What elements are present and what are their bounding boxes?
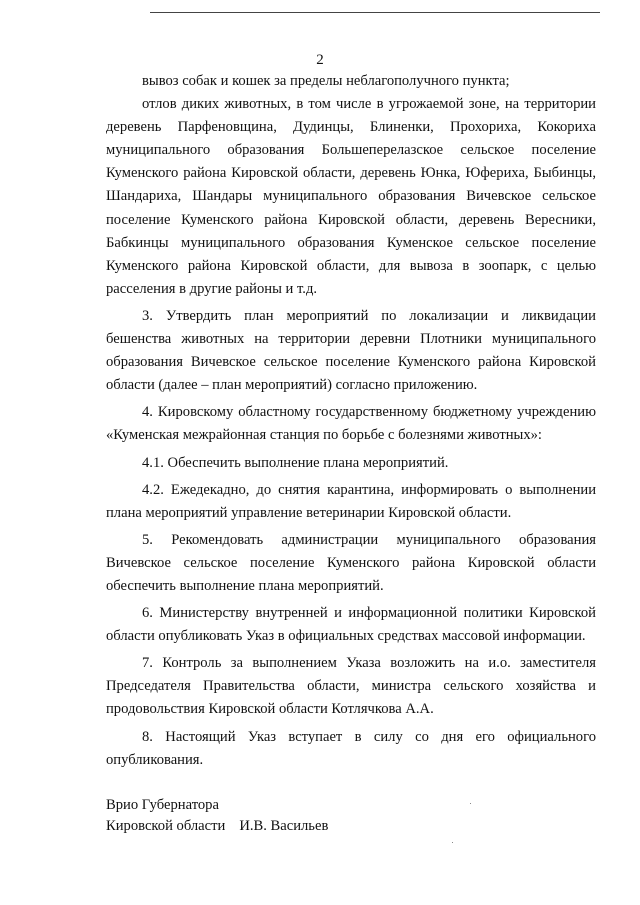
paragraph-item-4-2: 4.2. Ежедекадно, до снятия карантина, информировать о выполнении плана мероприятий управление ветеринарии Кировской области.	[106, 481, 596, 521]
paragraph-item-4-1: 4.1. Обеспечить выполнение плана мероприятий.	[142, 454, 449, 471]
scan-speck	[452, 842, 453, 843]
paragraph-wild-animals: отлов диких животных, в том числе в угрожаемой зоне, на территории деревень Парфеновщина, Дудинцы, Блиненки, Прохориха, Кокориха муниципального образования Большеперелазское сельское поселение Куменского района Кировской области, деревень Юнка, Юфериха, Быбинцы, Шандариха, Шандары муниципального образования Вичевское сельское поселение Куменского района Кировской области, деревень Вересники, Бабкинцы муниципального образования Куменское сельское поселение Куменского района Кировской области, для вывоза в зоопарк, с целью расселения в другие районы и т.д.	[106, 96, 596, 297]
paragraph-item-4: 4. Кировскому областному государственному бюджетному учреждению «Куменская межрайонная станция по борьбе с болезнями животных»:	[106, 404, 596, 444]
paragraph-pets-removal: вывоз собак и кошек за пределы неблагополучного пункта;	[142, 73, 510, 89]
paragraph-item-5: 5. Рекомендовать администрации муниципального образования Вичевское сельское поселение Куменского района Кировской области обеспечить выполнение плана мероприятий.	[106, 531, 596, 594]
paragraph-item-6: 6. Министерству внутренней и информационной политики Кировской области опубликовать Указ в официальных средствах массовой информации.	[106, 605, 596, 645]
top-rule	[150, 12, 600, 13]
paragraph-item-3: 3. Утвердить план мероприятий по локализации и ликвидации бешенства животных на территории деревни Плотники муниципального образования Вичевское сельское поселение Куменского района Кировской области (далее – план мероприятий) согласно приложению.	[106, 307, 596, 394]
signature-region: Кировской области	[106, 818, 226, 834]
signature-title-line2	[106, 816, 328, 837]
paragraph-item-7: 7. Контроль за выполнением Указа возложить на и.о. заместителя Председателя Правительства области, министра сельского хозяйства и продовольствия Кировской области Котлячкова А.А.	[106, 655, 596, 718]
document-body	[106, 70, 596, 772]
paragraph-item-8: 8. Настоящий Указ вступает в силу со дня его официального опубликования.	[106, 728, 596, 768]
signature-title-line1: Врио Губернатора	[106, 797, 219, 813]
page-number: 2	[316, 52, 324, 68]
signature-block	[106, 795, 328, 837]
signatory-name: И.В. Васильев	[239, 818, 329, 834]
scan-speck	[470, 803, 471, 804]
